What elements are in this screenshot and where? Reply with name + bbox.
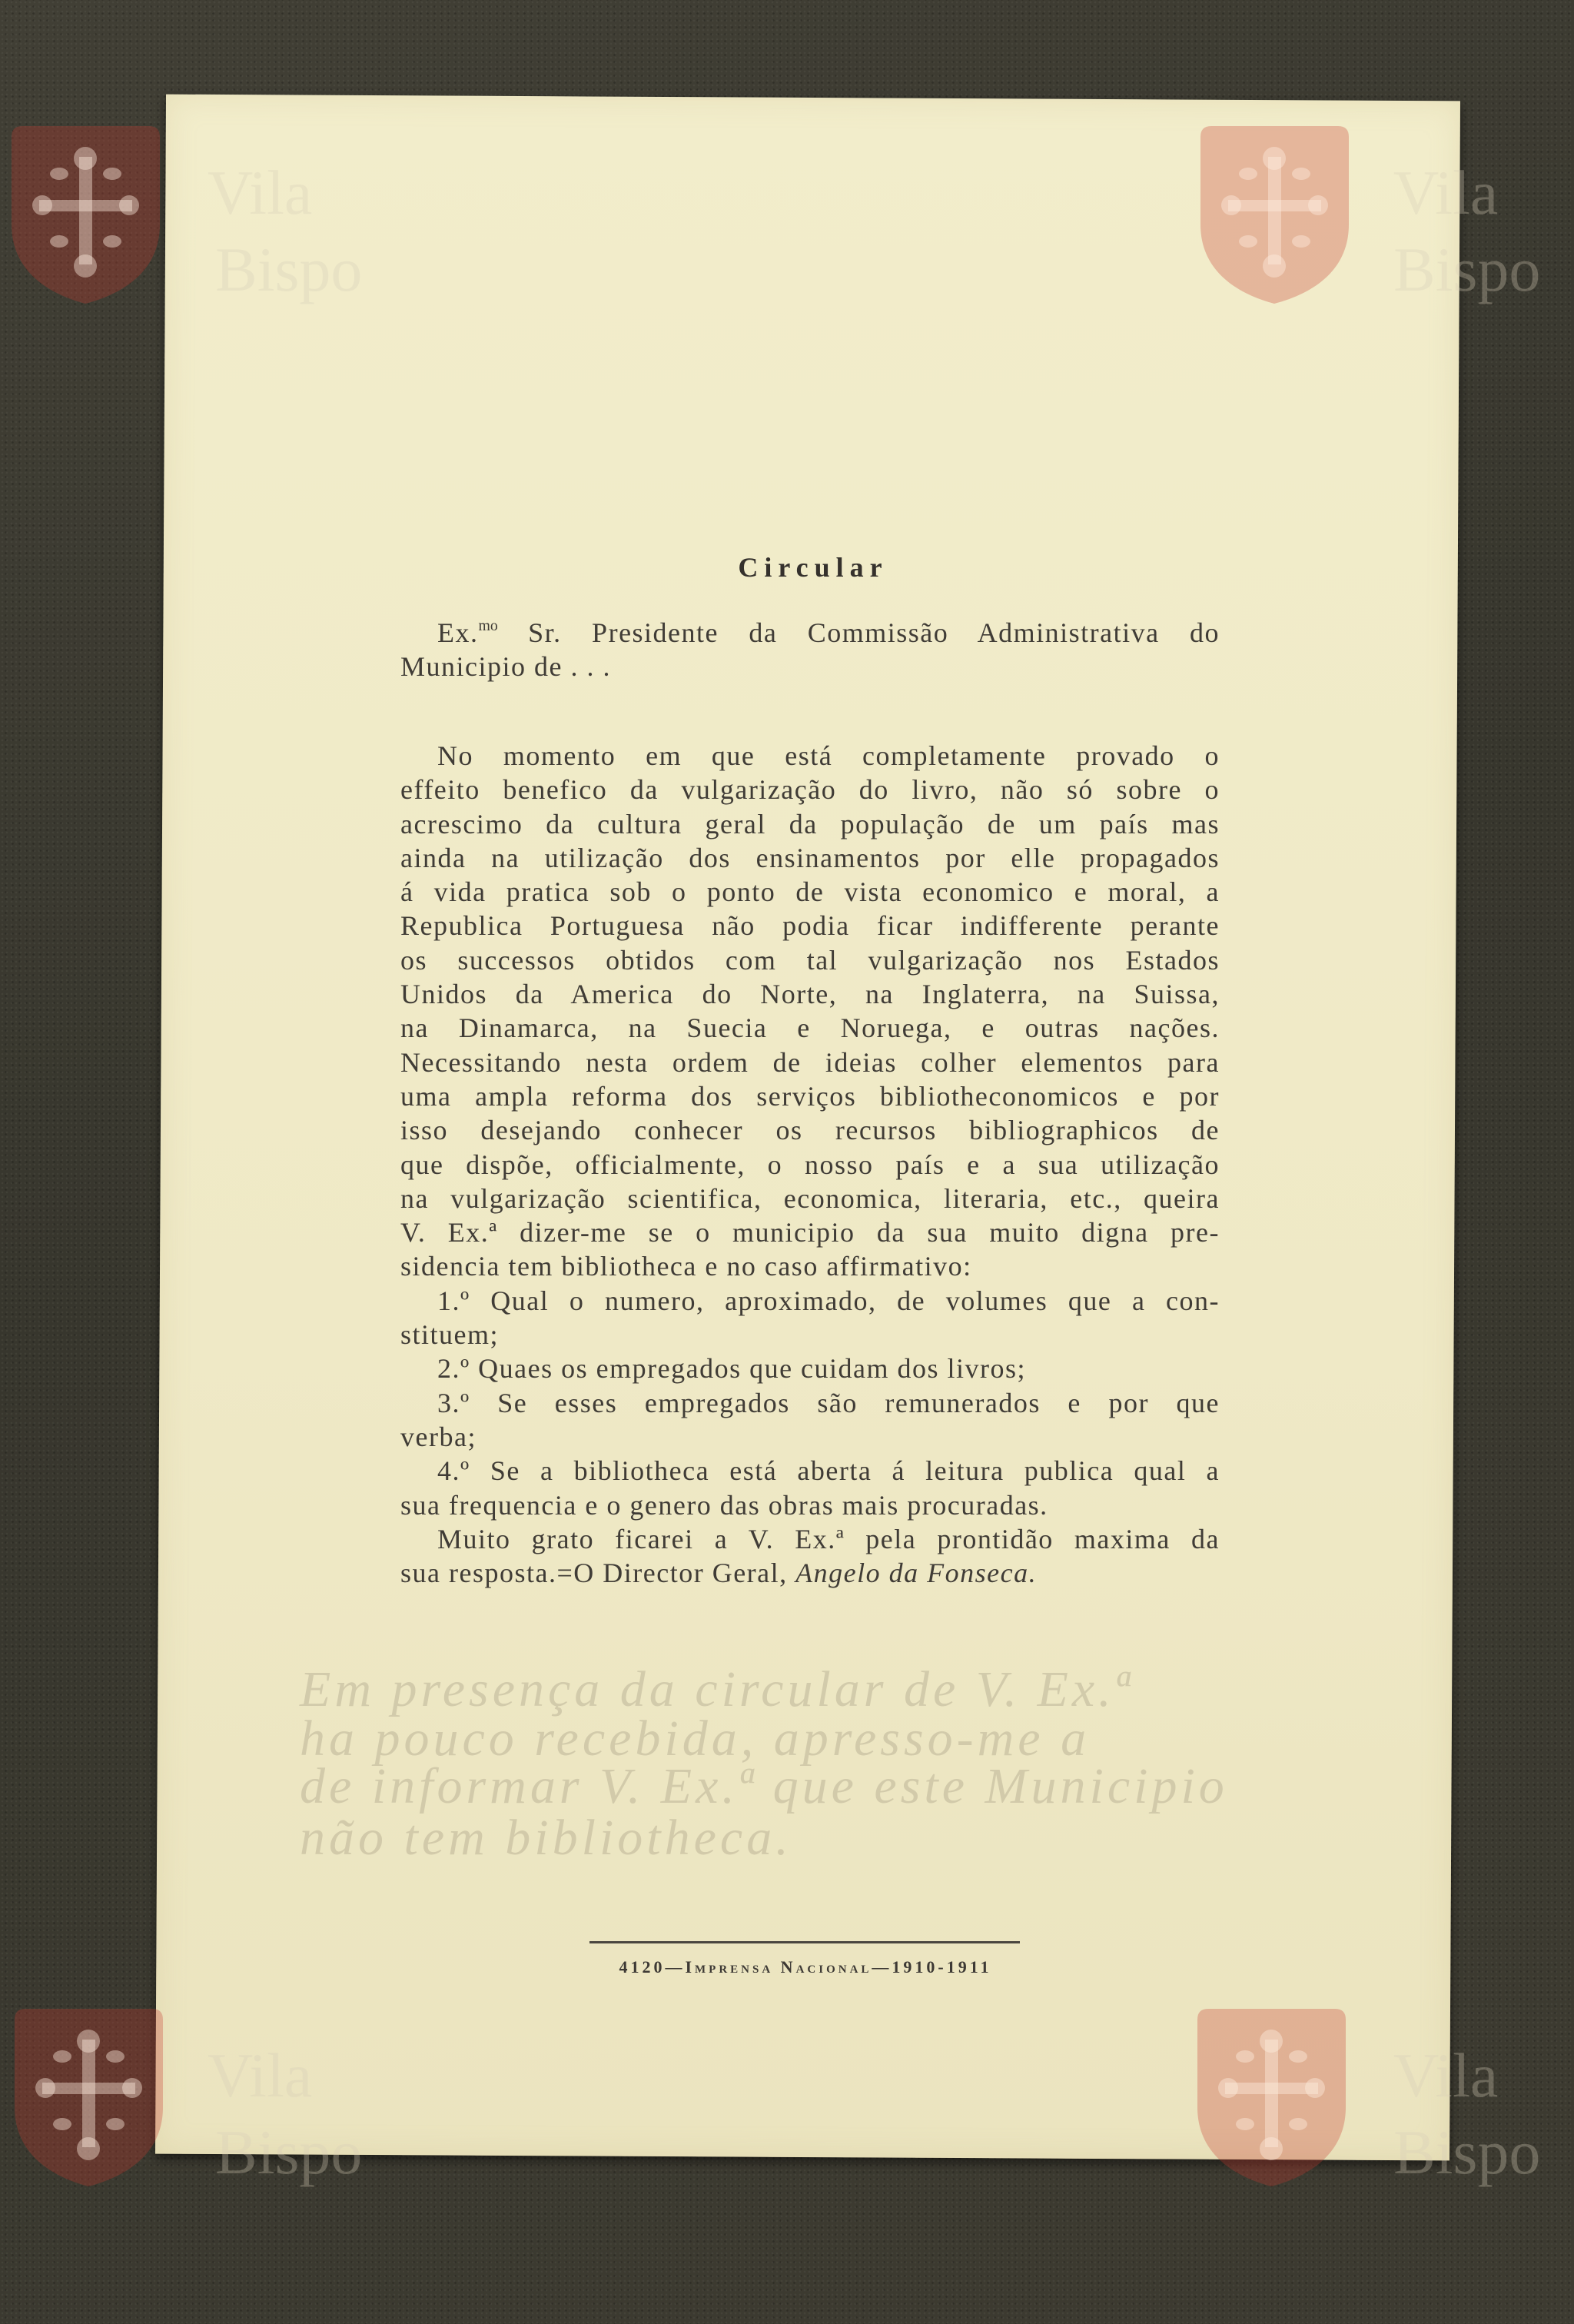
- watermark-text: Bispo: [215, 234, 363, 304]
- imprint-rule: [589, 1941, 1020, 1943]
- body-line: isso desejando conhecer os recursos bibliographicos de: [400, 1115, 1220, 1146]
- question-item-1: 1.º Qual o numero, aproximado, de volumes que a con-: [437, 1285, 1220, 1316]
- handwritten-line: de informar V. Ex.ª que este Municipio: [300, 1758, 1228, 1814]
- addressee-line: Municipio de . . .: [400, 651, 611, 683]
- watermark-text: Bispo: [1393, 234, 1541, 304]
- circular-body: [400, 739, 1220, 1590]
- body-line: acrescimo da cultura geral da população de um país mas: [400, 808, 1220, 839]
- question-item-2: 2.º Quaes os empregados que cuidam dos livros;: [437, 1353, 1027, 1385]
- shield-icon: [12, 126, 160, 304]
- body-line: uma ampla reforma dos serviços bibliotheconomicos e por: [400, 1080, 1220, 1112]
- body-line: ainda na utilização dos ensinamentos por elle propagados: [400, 842, 1220, 873]
- body-line: Republica Portuguesa não podia ficar indifferente perante: [400, 910, 1220, 942]
- watermark-text: Vila: [208, 158, 313, 228]
- body-line: á vida pratica sob o ponto de vista economico e moral, a: [400, 876, 1220, 908]
- watermark-text: Vila: [1393, 2040, 1499, 2110]
- body-line: V. Ex.ª dizer-me se o municipio da sua muito digna pre-: [400, 1217, 1220, 1248]
- body-line: Unidos da America do Norte, na Inglaterra, na Suissa,: [400, 979, 1220, 1010]
- honorific: Ex.: [437, 617, 479, 648]
- signoff-text: sua resposta.=O Director Geral,: [400, 1558, 788, 1589]
- shield-icon: [15, 2009, 163, 2186]
- body-line: verba;: [400, 1421, 477, 1452]
- body-line: na vulgarização scientifica, economica, literaria, etc., queira: [400, 1182, 1220, 1214]
- body-line: que dispõe, officialmente, o nosso país e a sua utilização: [400, 1149, 1220, 1180]
- body-line: Necessitando nesta ordem de ideias colher elementos para: [400, 1046, 1220, 1078]
- body-line: sidencia tem bibliotheca e no caso affirmativo:: [400, 1251, 972, 1282]
- printer-imprint: 4120—Imprensa Nacional—1910-1911: [619, 1957, 992, 1977]
- watermark-text: Bispo: [1393, 2117, 1541, 2187]
- handwritten-line: não tem bibliotheca.: [300, 1810, 792, 1866]
- question-item-4: 4.º Se a bibliotheca está aberta á leitura publica qual a: [437, 1455, 1220, 1487]
- body-line: os successos obtidos com tal vulgarização nos Estados: [400, 944, 1220, 976]
- body-line: stituem;: [400, 1319, 499, 1351]
- addressee-title: Sr. Presidente da Commissão Administrativa do: [528, 617, 1220, 648]
- addressee: [400, 616, 1220, 684]
- document-title: Circular: [738, 552, 888, 583]
- body-line: effeito benefico da vulgarização do livro, não só sobre o: [400, 774, 1220, 806]
- closing-line: Muito grato ficarei a V. Ex.ª pela prontidão maxima da: [437, 1523, 1220, 1554]
- question-item-3: 3.º Se esses empregados são remunerados e por que: [437, 1387, 1220, 1418]
- watermark-text: Vila: [1393, 158, 1499, 228]
- addressee-line: [400, 616, 1220, 650]
- handwritten-line: ha pouco recebida, apresso-me a: [300, 1711, 1091, 1767]
- body-line: sua frequencia e o genero das obras mais procuradas.: [400, 1489, 1048, 1521]
- watermark-text: Bispo: [215, 2117, 363, 2187]
- signoff-line: [400, 1556, 1220, 1590]
- signatory-name: Angelo da Fonseca.: [795, 1558, 1038, 1589]
- body-line: na Dinamarca, na Suecia e Noruega, e outras nações.: [400, 1012, 1220, 1044]
- watermark-text: Vila: [208, 2040, 313, 2110]
- body-line: No momento em que está completamente provado o: [437, 740, 1220, 771]
- handwritten-line: Em presença da circular de V. Ex.ª: [300, 1661, 1133, 1717]
- honorific-superscript: mo: [478, 617, 498, 635]
